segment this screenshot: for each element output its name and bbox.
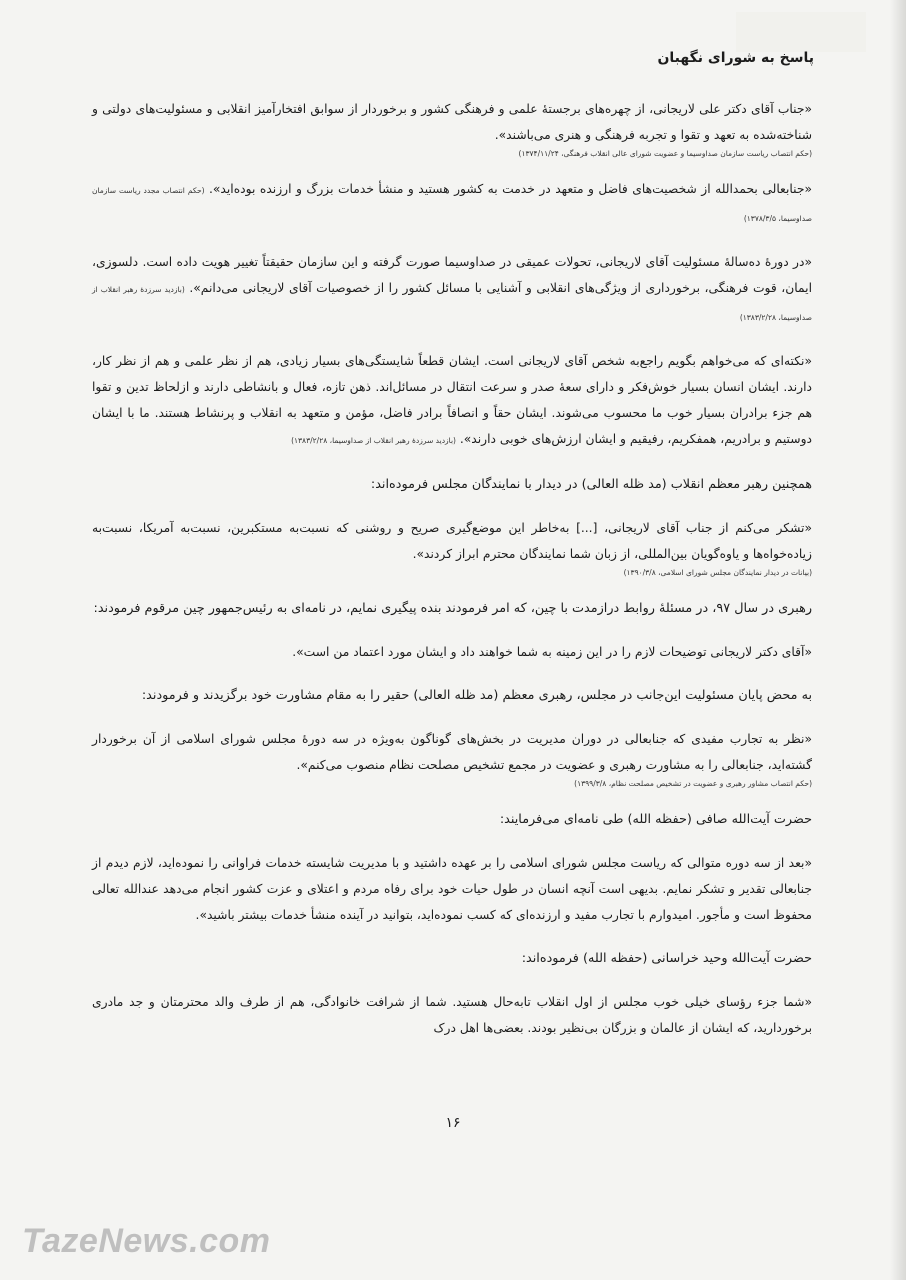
quote-text: «نکته‌ای که می‌خواهم بگویم راجع‌به شخص آقای لاریجانی است. ایشان قطعاً شایستگی‌های بسیار زیادی، هم از نظر علمی و هم از نظر کار، دارند. ایشان انسان بسیار خوش‌فکر و دارای سعهٔ صدر و سرعت انتقال در مسائل‌اند. ذهن تازه، فعال و بانشاطی دارند و ازلحاظ تدین و تقوا هم جزء برادران بسیار خوب ما محسوب می‌شوند. ایشان حقاً و انصافاً برادر فاضل، مؤمن و متعهد به انقلاب و پرنشاط هستند. ما با ایشان دوستیم و برادریم، همفکریم، رفیقیم و ایشان ارزش‌های خوبی دارند». (بازدید سرزدهٔ رهبر انقلاب از صداوسیما، ۱۳۸۳/۲/۲۸): [92, 354, 812, 446]
quote-citation: (بیانات در دیدار نمایندگان مجلس شورای اسلامی، ۱۳۹۰/۳/۸): [623, 568, 812, 577]
quote-block: [92, 348, 812, 454]
quote-text: «در دورهٔ ده‌سالهٔ مسئولیت آقای لاریجانی، تحولات عمیقی در صداوسیما صورت گرفته و این سازمان حقیقتاً تغییر هویت داده است. دلسوزی، ایمان، قوت فرهنگی، برخورداری از ویژگی‌های انقلابی و آشنایی با مسائل کشور را از خصوصیات آقای لاریجانی می‌دانم». (بازدید سرزدهٔ رهبر انقلاب از صداوسیما، ۱۳۸۳/۲/۲۸): [92, 255, 812, 322]
quote-text: «شما جزء رؤسای خیلی خوب مجلس از اول انقلاب تابه‌حال هستید. شما از شرافت خانوادگی، هم از طرف والد محترمتان و جد مادری برخوردارید، که ایشان از عالمان و بزرگان بی‌نظیر بودند. بعضی‌ها اهل درک: [92, 995, 812, 1035]
page-edge-shadow: [890, 0, 906, 1280]
quote-block: [92, 850, 812, 928]
quote-citation: (حکم انتصاب مجدد ریاست سازمان صداوسیما، ۱۳۷۸/۳/۵): [92, 186, 812, 223]
quote-text: «تشکر می‌کنم از جناب آقای لاریجانی، [...] به‌خاطر این موضع‌گیری صریح و روشنی که نسبت‌به مستکبرین، نسبت‌به آمریکا، نسبت‌به زیاده‌خواه‌ها و یاوه‌گویان بین‌المللی، از زبان شما نمایندگان محترم ابراز کردند».: [92, 521, 812, 561]
quote-citation: (بازدید سرزدهٔ رهبر انقلاب از صداوسیما، ۱۳۸۳/۲/۲۸): [291, 436, 456, 445]
intro-paragraph: رهبری در سال ۹۷، در مسئلهٔ روابط درازمدت با چین، که امر فرمودند بنده پیگیری نمایم، در نامه‌ای به رئیس‌جمهور چین مرقوم فرمودند:: [93, 601, 812, 616]
quote-block: [92, 726, 812, 789]
quote-citation: (بازدید سرزدهٔ رهبر انقلاب از صداوسیما، ۱۳۸۳/۲/۲۸): [92, 285, 812, 322]
quote-block: [92, 639, 812, 665]
intro-paragraph: حضرت آیت‌الله صافی (حفظه الله) طی نامه‌ای می‌فرمایند:: [499, 812, 812, 827]
intro-paragraph: حضرت آیت‌الله وحید خراسانی (حفظه الله) فرموده‌اند:: [521, 951, 812, 966]
page-number: ۱۶: [445, 1115, 461, 1131]
faded-stamp-area: [736, 12, 866, 52]
document-body: [92, 96, 812, 1058]
quote-text: «جناب آقای دکتر علی لاریجانی، از چهره‌های برجستهٔ علمی و فرهنگی کشور و برخوردار از سوابق افتخارآمیز انقلابی و مسئولیت‌های دولتی و شناخته‌شده به تعهد و تقوا و تجربه فرهنگی و هنری می‌باشند».: [92, 102, 812, 142]
site-watermark: TazeNews.com: [22, 1222, 271, 1260]
quote-citation: (حکم انتصاب ریاست سازمان صداوسیما و عضویت شورای عالی انقلاب فرهنگی، ۱۳۷۴/۱۱/۲۴): [518, 149, 812, 158]
intro-paragraph: همچنین رهبر معظم انقلاب (مد ظله العالی) در دیدار با نمایندگان مجلس فرموده‌اند:: [370, 477, 812, 492]
quote-text: «آقای دکتر لاریجانی توضیحات لازم را در این زمینه به شما خواهند داد و ایشان مورد اعتماد من است».: [292, 645, 812, 659]
quote-citation: (حکم انتصاب مشاور رهبری و عضویت در تشخیص مصلحت نظام، ۱۳۹۹/۳/۸): [574, 779, 812, 788]
quote-block: [92, 989, 812, 1041]
intro-paragraph: به محض پایان مسئولیت این‌جانب در مجلس، رهبری معظم (مد ظله العالی) حقیر را به مقام مشاورت خود برگزیدند و فرمودند:: [141, 688, 812, 703]
quote-text: «بعد از سه دوره متوالی که ریاست مجلس شورای اسلامی را بر عهده داشتید و با مدیریت شایسته خدمات فراوانی را نموده‌اید، لازم دیدم از جنابعالی تقدیر و تشکر نمایم. بدیهی است آنچه انسان در طول حیات خود برای رفاه مردم و اعتلای و عزت کشور انجام می‌دهد عندالله تعالی محفوظ است و مأجور. امیدوارم با تجارب مفید و ارزنده‌ای که کسب نموده‌اید، بتوانید در آینده منشأ خدمات بیشتر باشید».: [92, 856, 812, 922]
quote-block: [92, 96, 812, 159]
quote-block: [92, 515, 812, 578]
quote-text: «جنابعالی بحمدالله از شخصیت‌های فاضل و متعهد در خدمت به کشور هستید و منشأ خدمات بزرگ و ارزنده بوده‌اید». (حکم انتصاب مجدد ریاست سازمان صداوسیما، ۱۳۷۸/۳/۵): [92, 182, 812, 223]
quote-block: [92, 176, 812, 232]
quote-block: [92, 249, 812, 331]
quote-text: «نظر به تجارب مفیدی که جنابعالی در دوران مدیریت در بخش‌های گوناگون به‌ویژه در سه دورهٔ مجلس شورای اسلامی از آن برخوردار گشته‌اید، جنابعالی را به مشاورت رهبری و عضویت در مجمع تشخیص مصلحت نظام منصوب می‌کنم».: [92, 732, 812, 772]
page-header: پاسخ به شورای نگهبان: [657, 50, 814, 66]
